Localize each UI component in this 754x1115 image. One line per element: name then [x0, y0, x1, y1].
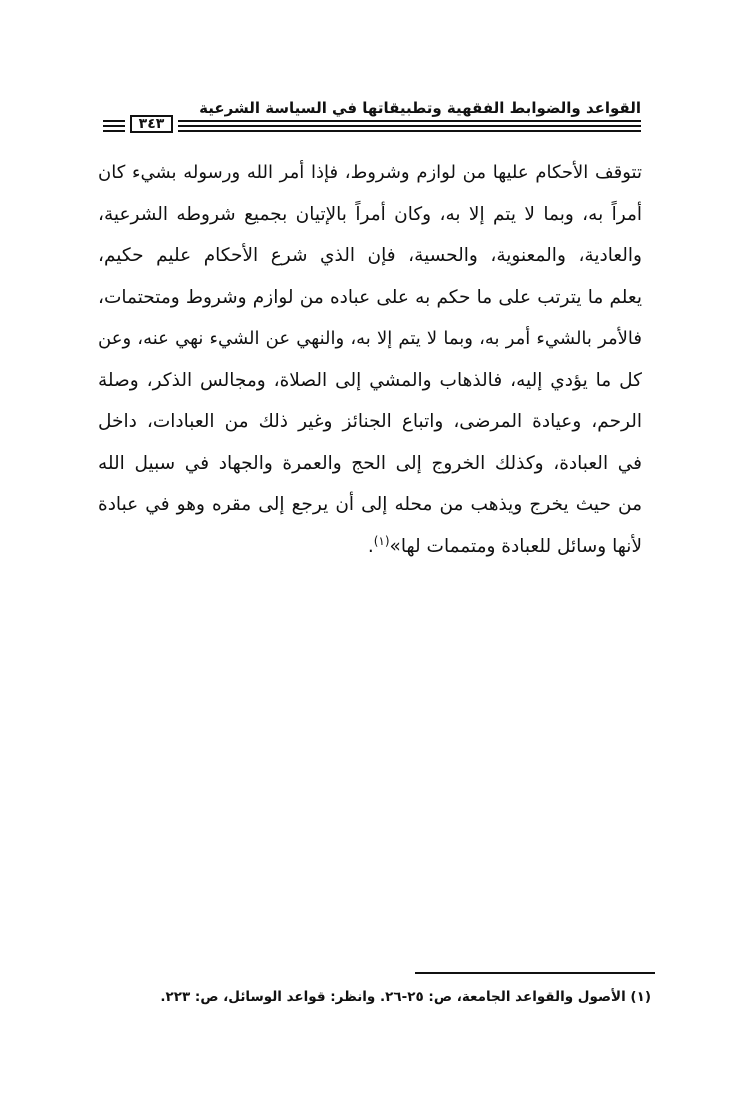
- sentence-end: .: [367, 535, 374, 557]
- text-line: من حيث يخرج ويذهب من محله إلى أن يرجع إلى مقره وهو في عبادة: [98, 494, 642, 515]
- header-rule: [178, 130, 641, 132]
- text-line-last-body: لأنها وسائل للعبادة ومتممات لها»: [389, 535, 642, 557]
- text-line: في العبادة، وكذلك الخروج إلى الحج والعمرة والجهاد في سبيل الله: [98, 452, 642, 474]
- main-text: [98, 152, 642, 567]
- text-line: تتوقف الأحكام عليها من لوازم وشروط، فإذا أمر الله ورسوله بشيء كان: [98, 162, 642, 183]
- text-line: فالأمر بالشيء أمر به، وبما لا يتم إلا به، والنهي عن الشيء نهي عنه، وعن: [98, 328, 642, 349]
- header-side-rule: [103, 120, 125, 122]
- page-number: ٣٤٣: [130, 115, 173, 133]
- header-rule: [178, 125, 641, 127]
- footnote-reference[interactable]: (١): [373, 533, 390, 548]
- footnote-separator: [415, 972, 655, 974]
- header-title: القواعد والضوابط الفقهية وتطبيقاتها في السياسة الشرعية: [199, 99, 641, 117]
- text-line: يعلم ما يترتب على ما حكم به على عباده من لوازم وشروط ومتحتمات،: [98, 286, 642, 308]
- text-line: الرحم، وعيادة المرضى، واتباع الجنائز وغير ذلك من العبادات، داخل: [98, 411, 642, 432]
- text-line: كل ما يؤدي إليه، فالذهاب والمشي إلى الصلاة، ومجالس الذكر، وصلة: [98, 369, 642, 391]
- header-rule: [178, 120, 641, 122]
- text-line: والعادية، والمعنوية، والحسية، فإن الذي شرع الأحكام عليم حكيم،: [98, 245, 642, 266]
- running-header: [103, 98, 641, 134]
- text-line-last: [98, 526, 642, 568]
- header-side-rule: [103, 130, 125, 132]
- text-line: أمراً به، وبما لا يتم إلا به، وكان أمراً بالإتيان بجميع شروطه الشرعية،: [98, 203, 642, 225]
- header-side-rule: [103, 125, 125, 127]
- footnote: (١) الأصول والقواعد الجامعة، ص: ٢٥-٢٦. وانظر: قواعد الوسائل، ص: ٢٢٣.: [160, 989, 651, 1005]
